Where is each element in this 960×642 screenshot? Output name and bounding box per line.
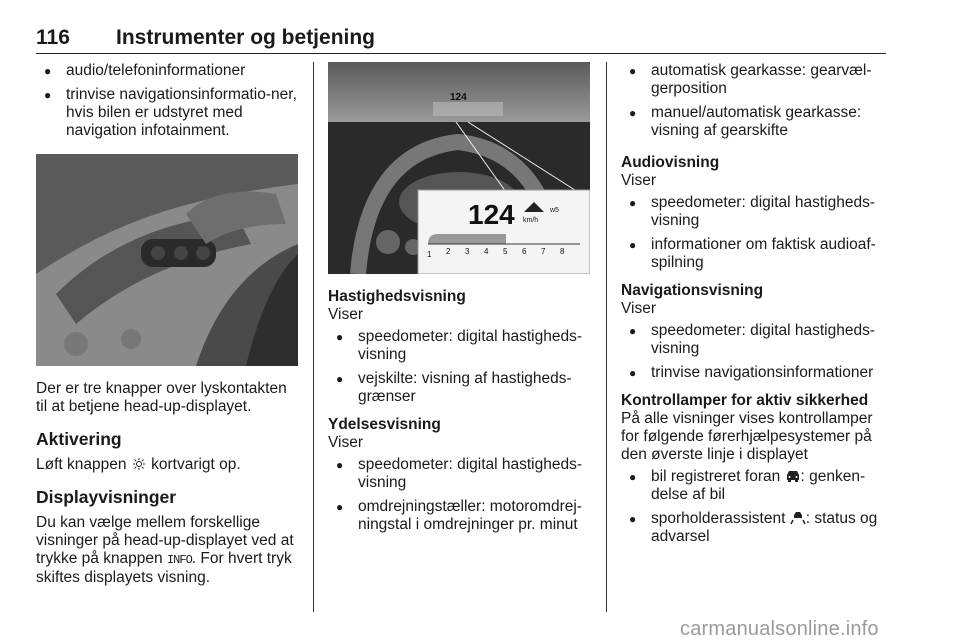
activation-text: Løft knappen kortvarigt op. [36, 456, 241, 473]
list-item: ● trinvise navigationsinformationer [621, 364, 889, 382]
gear-list [621, 62, 889, 140]
lane-keep-assist-icon [790, 511, 806, 525]
page-number: 116 [36, 26, 70, 49]
page-header [36, 26, 886, 54]
bullet-list-continued [36, 62, 302, 140]
hud-gear-label: w5 [550, 207, 559, 214]
navigation-view-heading: Navigationsvisning [621, 282, 764, 299]
vehicle-ahead-icon [785, 469, 801, 483]
navigation-view-shows: Viser [621, 300, 657, 317]
hud-small-speed: 124 [450, 92, 467, 103]
activation-heading: Aktivering [36, 429, 122, 449]
speed-view-heading: Hastighedsvisning [328, 288, 466, 305]
list-item: ● speedometer: digital hastigheds-visning [621, 322, 889, 358]
list-item: ● speedometer: digital hastigheds-visning [328, 456, 596, 492]
audio-view-shows: Viser [621, 172, 657, 189]
list-item: ● audio/telefoninformationer [36, 62, 302, 80]
column-2 [328, 62, 596, 540]
navigation-view-list [621, 322, 889, 382]
performance-view-heading: Ydelsesvisning [328, 416, 441, 433]
list-item: ● omdrejningstæller: motoromdrej-ningstal i omdrejninger pr. minut [328, 498, 596, 534]
safety-lamps-list [621, 468, 889, 546]
list-item: ● sporholderassistent : status og advarsel [621, 510, 889, 546]
info-key: INFO [166, 553, 192, 567]
display-heading: Displayvisninger [36, 487, 177, 507]
list-item: ● trinvise navigationsinformatio-ner, hvis bilen er udstyret med navigation infotainment. [36, 86, 302, 140]
list-item: ● automatisk gearkasse: gearvæl-gerposition [621, 62, 889, 98]
list-item: ● vejskilte: visning af hastigheds-grænser [328, 370, 596, 406]
list-item: ● speedometer: digital hastigheds-visning [328, 328, 596, 364]
audio-view-list [621, 194, 889, 272]
safety-lamps-heading: Kontrollamper for aktiv sikkerhed [621, 392, 869, 409]
rpm-tick-label: 6 [522, 247, 527, 256]
performance-view-shows: Viser [328, 434, 364, 451]
rpm-tick-label: 2 [446, 247, 451, 256]
list-item: ● manuel/automatisk gearkasse: visning af gearskifte [621, 104, 889, 140]
column-divider-1 [313, 62, 314, 612]
speed-view-list [328, 328, 596, 406]
rpm-tick-label: 5 [503, 247, 508, 256]
list-item: ● speedometer: digital hastigheds-visning [621, 194, 889, 230]
performance-view-list [328, 456, 596, 534]
hud-brightness-icon [131, 457, 147, 471]
rpm-tick-label: 1 [427, 250, 432, 259]
stalk-buttons-photo [36, 154, 298, 366]
hud-illustration [328, 62, 590, 274]
rpm-tick-label: 7 [541, 247, 546, 256]
display-text: Du kan vælge mellem forskellige visninger på head-up-displayet ved at trykke på knappen INFO. For hvert tryk skiftes displayets visning. [36, 514, 294, 586]
hud-speed: 124 [468, 199, 515, 230]
safety-lamps-text: På alle visninger vises kontrollamper for følgende førerhjælpesystemer på den øverste linje i displayet [621, 410, 873, 463]
list-item: ● informationer om faktisk audioaf-spilning [621, 236, 889, 272]
speed-view-shows: Viser [328, 306, 364, 323]
rpm-tick-label: 4 [484, 247, 489, 256]
hud-unit: km/h [523, 217, 539, 224]
intro-text: Der er tre knapper over lyskontakten til at betjene head-up-displayet. [36, 380, 287, 415]
column-divider-2 [606, 62, 607, 612]
page-title: Instrumenter og betjening [116, 26, 376, 49]
column-3 [621, 62, 889, 552]
watermark: carmanualsonline.info [680, 618, 879, 640]
rpm-tick-label: 3 [465, 247, 470, 256]
column-1 [36, 62, 302, 591]
rpm-tick-label: 8 [560, 247, 565, 256]
list-item: ● bil registreret foran : genken-delse af bil [621, 468, 889, 504]
audio-view-heading: Audiovisning [621, 154, 720, 171]
